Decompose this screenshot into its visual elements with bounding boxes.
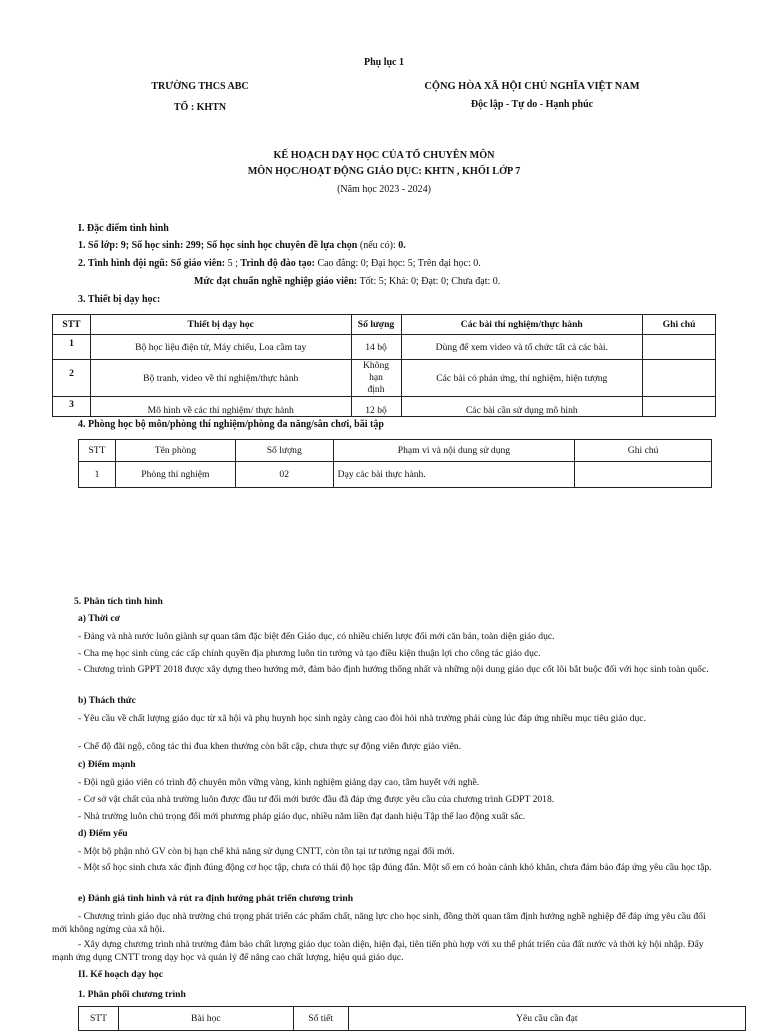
training-level-label: Trình độ đào tạo:	[240, 258, 315, 269]
qty-cell: 02	[235, 462, 333, 488]
col-header: Số lượng	[351, 315, 401, 335]
national-motto: Độc lập - Tự do - Hạnh phúc	[470, 99, 594, 110]
qty-cell: 12 bộ	[351, 397, 401, 417]
standard-values: Tốt: 5; Khá: 0; Đạt: 0; Chưa đạt: 0.	[357, 276, 501, 287]
lessons-cell: Dùng để xem video và tổ chức tất cả các bài.	[401, 335, 643, 360]
assessment-item: - Xây dựng chương trình nhà trường đảm bảo chất lượng giáo dục toàn diện, hiện đại, tiên tiến phù hợp với xu thế phát triển của đất nước và thời kỳ hội nhập. Đẩy mạnh ứng dụng CNTT trong dạy học và quản lý để nâng cao chất lượng, hiệu quả giáo dục.	[52, 939, 704, 963]
assessment-heading: e) Đánh giá tình hình và rút ra định hướng phát triển chương trình	[78, 893, 354, 904]
curriculum-table	[78, 1006, 746, 1031]
lessons-cell: Các bài có phản ứng, thí nghiệm, hiện tượng	[401, 360, 643, 397]
opportunity-heading: a) Thời cơ	[78, 613, 120, 624]
analysis-heading: 5. Phân tích tình hình	[74, 596, 163, 607]
rooms-heading: 4. Phòng học bộ môn/phòng thí nghiệm/phòng đa năng/sân chơi, bãi tập	[78, 419, 384, 430]
col-header: Phạm vi và nội dung sử dụng	[333, 440, 575, 462]
stt-cell: 1	[53, 335, 91, 360]
lessons-cell: Các bài cần sử dụng mô hình	[401, 397, 643, 417]
table-row	[53, 397, 716, 417]
challenge-heading: b) Thách thức	[78, 695, 136, 706]
stt-cell: 1	[79, 462, 116, 488]
rooms-table	[78, 439, 712, 488]
staff-line	[78, 258, 481, 269]
table-header-row	[79, 440, 712, 462]
qty-cell: 14 bộ	[351, 335, 401, 360]
col-header: Số lượng	[235, 440, 333, 462]
col-header: Số tiết	[293, 1007, 348, 1031]
teacher-count-label: 2. Tình hình đội ngũ: Số giáo viên:	[78, 258, 226, 269]
equipment-table	[52, 314, 716, 417]
col-header: Ghi chú	[643, 315, 716, 335]
weakness-item: - Một bộ phận nhỏ GV còn bị hạn chế khả năng sử dụng CNTT, còn tồn tại tư tưởng ngại đổi mới.	[78, 846, 455, 857]
standard-line	[194, 276, 500, 287]
col-header: Thiết bị dạy học	[90, 315, 351, 335]
strength-item: - Đội ngũ giáo viên có trình độ chuyên môn vững vàng, kinh nghiệm giảng dạy cao, tâm huyết với nghề.	[78, 777, 480, 788]
opportunity-item: - Đảng và nhà nước luôn giành sự quan tâm đặc biệt đến Giáo dục, có nhiều chiến lược đổi mới căn bản, toàn diện giáo dục.	[78, 631, 555, 642]
training-level-values: Cao đẳng: 0; Đại học: 5; Trên đại học: 0.	[314, 258, 481, 269]
table-header-row	[79, 1007, 746, 1031]
table-row	[79, 462, 712, 488]
assessment-item: - Chương trình giáo dục nhà trường chú trọng phát triển các phẩm chất, năng lực cho học sinh, đồng thời quan tâm định hướng nghề nghiệp để đáp ứng yêu cầu đổi mới không ngừng của xã hội.	[52, 911, 706, 935]
strength-item: - Nhà trường luôn chú trọng đổi mới phương pháp giáo dục, nhiều năm liền đạt danh hiệu Tập thể lao động xuất sắc.	[78, 811, 526, 822]
device-cell: Bộ tranh, video về thí nghiệm/thực hành	[90, 360, 351, 397]
note-cell	[643, 397, 716, 417]
challenge-item: - Chế độ đãi ngộ, công tác thi đua khen thưởng còn bất cập, chưa thực sự động viên được giáo viên.	[78, 741, 462, 752]
col-header: Bài học	[118, 1007, 293, 1031]
class-count-label: 1. Số lớp: 9; Số học sinh: 299; Số học sinh học chuyên đề lựa chọn	[78, 240, 358, 251]
weakness-item: - Một số học sinh chưa xác định đúng động cơ học tập, chưa có thái độ học tập đúng đắn. Một số em có hoàn cảnh khó khăn, chưa đảm bảo đáp ứng yêu cầu học tập.	[78, 862, 712, 873]
teacher-count: 5 ;	[225, 258, 241, 269]
weakness-heading: d) Điểm yếu	[78, 828, 128, 839]
note-cell	[575, 462, 712, 488]
col-header: STT	[53, 315, 91, 335]
table-row	[53, 335, 716, 360]
strength-heading: c) Điểm mạnh	[78, 759, 136, 770]
optional-note: (nếu có):	[357, 240, 399, 251]
equipment-heading: 3. Thiết bị dạy học:	[78, 294, 161, 305]
room-name-cell: Phòng thí nghiệm	[115, 462, 235, 488]
device-cell: Mô hình về các thí nghiệm/ thực hành	[90, 397, 351, 417]
opportunity-item: - Cha mẹ học sinh cùng các cấp chính quyền địa phương luôn tin tưởng và tạo điều kiện thuận lợi cho công tác giáo dục.	[78, 648, 541, 659]
stt-cell: 2	[53, 360, 91, 397]
specialized-count: 0.	[398, 240, 406, 251]
department-name: TỔ : KHTN	[173, 102, 227, 113]
plan-title: KẾ HOẠCH DẠY HỌC CỦA TỔ CHUYÊN MÔN	[273, 150, 495, 161]
standard-label: Mức đạt chuẩn nghề nghiệp giáo viên:	[194, 276, 358, 287]
device-cell: Bộ học liệu điện tử, Máy chiếu, Loa cầm tay	[90, 335, 351, 360]
school-name: TRƯỜNG THCS ABC	[151, 81, 249, 92]
teaching-plan-heading: II. Kế hoạch dạy học	[78, 969, 164, 980]
col-header: Tên phòng	[115, 440, 235, 462]
strength-item: - Cơ sở vật chất của nhà trường luôn được đầu tư đổi mới bước đầu đã đáp ứng được yêu cầu của chương trình GDPT 2018.	[78, 794, 555, 805]
col-header: STT	[79, 1007, 119, 1031]
col-header: STT	[79, 440, 116, 462]
col-header: Yêu cầu cần đạt	[348, 1007, 745, 1031]
appendix-label: Phụ lục 1	[363, 57, 404, 68]
opportunity-item: - Chương trình GPPT 2018 được xây dựng theo hướng mở, đảm bảo định hướng thống nhất và những nội dung giáo dục cốt lõi bắt buộc đối với học sinh toàn quốc.	[78, 664, 709, 675]
qty-cell: Không hạn định	[351, 360, 401, 397]
note-cell	[643, 335, 716, 360]
table-row	[53, 360, 716, 397]
section1-heading: I. Đặc điểm tình hình	[78, 223, 169, 234]
republic-name: CỘNG HÒA XÃ HỘI CHỦ NGHĨA VIỆT NAM	[424, 81, 640, 92]
col-header: Ghi chú	[575, 440, 712, 462]
challenge-item: - Yêu cầu về chất lượng giáo dục từ xã hội và phụ huynh học sinh ngày càng cao đòi hỏi nhà trường phải cùng lúc đáp ứng nhiều mục tiêu giáo dục.	[78, 713, 646, 724]
class-count-line	[78, 240, 406, 251]
scope-cell: Dạy các bài thực hành.	[333, 462, 575, 488]
school-year: (Năm học 2023 - 2024)	[337, 184, 431, 195]
note-cell	[643, 360, 716, 397]
stt-cell: 3	[53, 397, 91, 417]
curriculum-heading: 1. Phân phối chương trình	[78, 989, 186, 1000]
table-header-row	[53, 315, 716, 335]
col-header: Các bài thí nghiệm/thực hành	[401, 315, 643, 335]
plan-subtitle: MÔN HỌC/HOẠT ĐỘNG GIÁO DỤC: KHTN , KHỐI LỚP 7	[247, 166, 521, 177]
